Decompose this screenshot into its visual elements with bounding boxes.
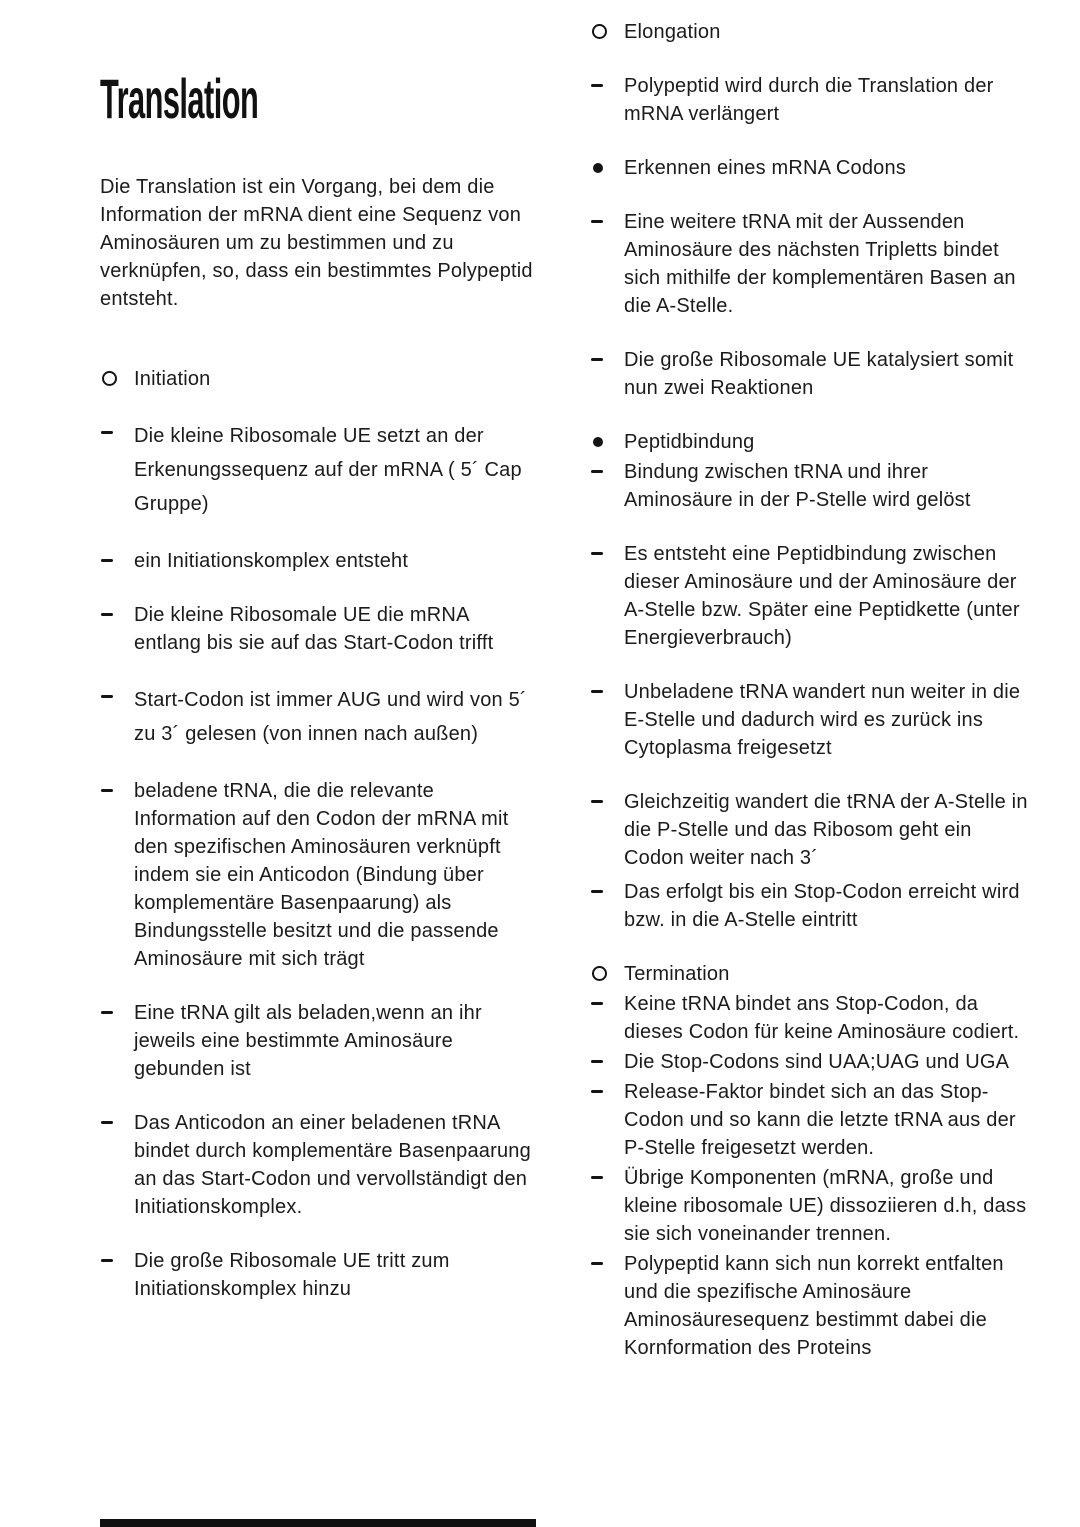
note-item	[590, 788, 1032, 872]
dash-bullet-icon	[591, 1176, 603, 1179]
note-item	[100, 547, 540, 575]
dash-bullet-icon	[101, 1121, 113, 1124]
section-heading	[590, 960, 1032, 988]
note-item	[590, 458, 1032, 514]
marker-column	[100, 419, 134, 434]
note-item-text: Übrige Komponenten (mRNA, große und kleine ribosomale UE) dissoziieren d.h, dass sie sich voneinander trennen.	[624, 1167, 1027, 1245]
marker-column	[100, 777, 134, 792]
marker-column	[590, 72, 624, 87]
dash-bullet-icon	[591, 84, 603, 87]
section-heading-text: Initiation	[134, 368, 211, 390]
note-item-text: Eine weitere tRNA mit der Aussenden Aminosäure des nächsten Tripletts bindet sich mithilfe der komplementären Basen an die A-Stelle.	[624, 211, 1016, 317]
note-item	[100, 777, 540, 973]
section-heading-text: Elongation	[624, 21, 721, 43]
marker-column	[590, 990, 624, 1005]
dash-bullet-icon	[101, 431, 113, 434]
note-item	[590, 72, 1032, 128]
circle-bullet-icon	[592, 24, 607, 39]
dash-bullet-icon	[101, 695, 113, 698]
note-item-text: Die große Ribosomale UE tritt zum Initiationskomplex hinzu	[134, 1250, 450, 1300]
note-item	[590, 1250, 1032, 1362]
section-heading	[100, 365, 540, 393]
note-item	[100, 1247, 540, 1303]
marker-column	[590, 208, 624, 223]
note-item-text: Polypeptid kann sich nun korrekt entfalten und die spezifische Aminosäure Aminosäuresequenz bestimmt dabei die Kornformation des Proteins	[624, 1253, 1004, 1359]
note-item	[590, 1164, 1032, 1248]
note-item	[100, 683, 540, 751]
note-item-text: Die große Ribosomale UE katalysiert somit nun zwei Reaktionen	[624, 349, 1014, 399]
marker-column	[590, 878, 624, 893]
note-item-text: Die Stop-Codons sind UAA;UAG und UGA	[624, 1051, 1010, 1073]
marker-column	[590, 154, 624, 173]
left-column	[100, 0, 540, 1303]
dash-bullet-icon	[591, 1262, 603, 1265]
note-item-text: Start-Codon ist immer AUG und wird von 5´ zu 3´ gelesen (von innen nach außen)	[134, 689, 527, 745]
marker-column	[590, 1250, 624, 1265]
marker-column	[590, 1164, 624, 1179]
note-item	[590, 208, 1032, 320]
dash-bullet-icon	[591, 890, 603, 893]
dash-bullet-icon	[101, 559, 113, 562]
note-item	[590, 678, 1032, 762]
marker-column	[590, 428, 624, 447]
dash-bullet-icon	[101, 613, 113, 616]
marker-column	[100, 1247, 134, 1262]
marker-column	[590, 788, 624, 803]
dash-bullet-icon	[591, 1060, 603, 1063]
dash-bullet-icon	[591, 1002, 603, 1005]
note-item	[590, 1078, 1032, 1162]
marker-column	[100, 999, 134, 1014]
note-item-text: ein Initiationskomplex entsteht	[134, 550, 409, 572]
note-item-text: Das erfolgt bis ein Stop-Codon erreicht wird bzw. in die A-Stelle eintritt	[624, 881, 1020, 931]
dash-bullet-icon	[591, 690, 603, 693]
marker-column	[590, 1048, 624, 1063]
marker-column	[590, 458, 624, 473]
marker-column	[100, 683, 134, 698]
section-heading-text: Peptidbindung	[624, 431, 755, 453]
marker-column	[100, 601, 134, 616]
marker-column	[590, 678, 624, 693]
marker-column	[590, 540, 624, 555]
note-item-text: Gleichzeitig wandert die tRNA der A-Stelle in die P-Stelle und das Ribosom geht ein Codon weiter nach 3´	[624, 791, 1028, 869]
marker-column	[100, 547, 134, 562]
note-item-text: Die kleine Ribosomale UE setzt an der Erkenungssequenz auf der mRNA ( 5´ Cap Gruppe)	[134, 425, 522, 515]
dash-bullet-icon	[591, 220, 603, 223]
marker-column	[590, 960, 624, 981]
note-item-text: Das Anticodon an einer beladenen tRNA bindet durch komplementäre Basenpaarung an das Start-Codon und vervollständigt den Initiationskomplex.	[134, 1112, 531, 1218]
dash-bullet-icon	[101, 1259, 113, 1262]
marker-column	[100, 1109, 134, 1124]
note-item-text: Es entsteht eine Peptidbindung zwischen dieser Aminosäure und der Aminosäure der A-Stelle bzw. Später eine Peptidkette (unter Energieverbrauch)	[624, 543, 1020, 649]
section-heading	[590, 18, 1032, 46]
note-item	[590, 878, 1032, 934]
filled-bullet-icon	[593, 437, 603, 447]
note-item-text: Eine tRNA gilt als beladen,wenn an ihr jeweils eine bestimmte Aminosäure gebunden ist	[134, 1002, 482, 1080]
circle-bullet-icon	[102, 371, 117, 386]
note-item	[100, 999, 540, 1083]
right-column	[590, 0, 1032, 1362]
note-item	[100, 601, 540, 657]
right-column-blocks	[590, 18, 1032, 1362]
left-column-blocks	[100, 365, 540, 1303]
note-item	[100, 419, 540, 521]
note-item	[590, 346, 1032, 402]
note-item	[590, 990, 1032, 1046]
note-item-text: Release-Faktor bindet sich an das Stop-Codon und so kann die letzte tRNA aus der P-Stelle freigesetzt werden.	[624, 1081, 1016, 1159]
marker-column	[100, 365, 134, 386]
section-heading	[590, 428, 1032, 456]
note-item-text: beladene tRNA, die die relevante Information auf den Codon der mRNA mit den spezifischen Aminosäuren verknüpft indem sie ein Anticodon (Bindung über komplementäre Basenpaarung) als Bindungsstelle besitzt und die passende Aminosäure mit sich trägt	[134, 780, 509, 970]
filled-bullet-icon	[593, 163, 603, 173]
dash-bullet-icon	[591, 1090, 603, 1093]
note-item-text: Polypeptid wird durch die Translation der mRNA verlängert	[624, 75, 994, 125]
marker-column	[590, 346, 624, 361]
note-item	[590, 540, 1032, 652]
marker-column	[590, 18, 624, 39]
page-title: Translation	[100, 67, 259, 130]
dash-bullet-icon	[591, 470, 603, 473]
circle-bullet-icon	[592, 966, 607, 981]
note-item	[100, 1109, 540, 1221]
marker-column	[590, 1078, 624, 1093]
note-item-text: Keine tRNA bindet ans Stop-Codon, da dieses Codon für keine Aminosäure codiert.	[624, 993, 1020, 1043]
dash-bullet-icon	[101, 789, 113, 792]
note-item	[590, 1048, 1032, 1076]
section-heading	[590, 154, 1032, 182]
next-page-heading-cutoff	[100, 1519, 536, 1527]
note-item-text: Unbeladene tRNA wandert nun weiter in die E-Stelle und dadurch wird es zurück ins Cytoplasma freigesetzt	[624, 681, 1021, 759]
intro-paragraph: Die Translation ist ein Vorgang, bei dem die Information der mRNA dient eine Sequenz von Aminosäuren um zu bestimmen und zu verknüpfen, so, dass ein bestimmtes Polypeptid entsteht.	[100, 176, 533, 310]
section-heading-text: Termination	[624, 963, 730, 985]
note-item-text: Bindung zwischen tRNA und ihrer Aminosäure in der P-Stelle wird gelöst	[624, 461, 971, 511]
dash-bullet-icon	[591, 358, 603, 361]
section-heading-text: Erkennen eines mRNA Codons	[624, 157, 907, 179]
dash-bullet-icon	[591, 800, 603, 803]
dash-bullet-icon	[101, 1011, 113, 1014]
note-item-text: Die kleine Ribosomale UE die mRNA entlang bis sie auf das Start-Codon trifft	[134, 604, 494, 654]
dash-bullet-icon	[591, 552, 603, 555]
